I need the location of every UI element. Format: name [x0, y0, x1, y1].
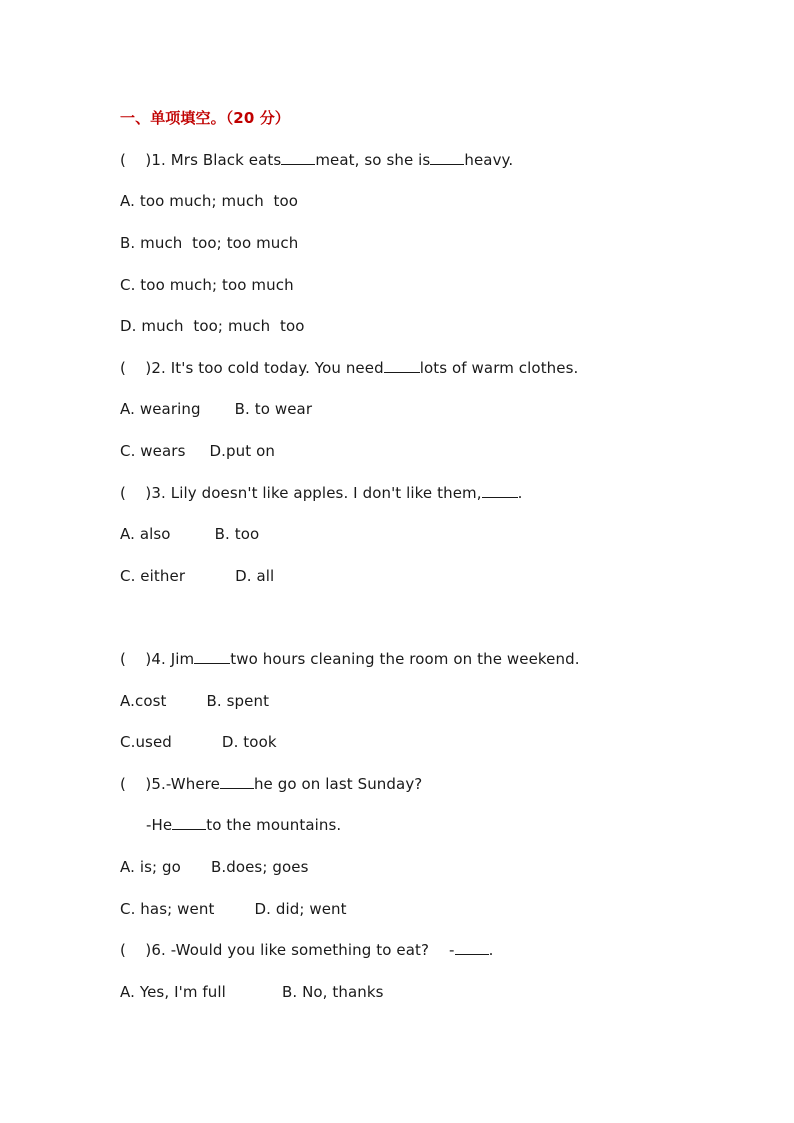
option-c: C. has; went	[120, 900, 215, 918]
option-c: C.used	[120, 733, 172, 751]
option-d: D. much too; much too	[120, 317, 305, 335]
question-1-text: ( )1. Mrs Black eats	[120, 151, 282, 169]
option-d: D. did; went	[254, 900, 347, 918]
option-c: C. too much; too much	[120, 276, 294, 294]
option-a: A.cost	[120, 692, 167, 710]
option-b: B. spent	[206, 692, 270, 710]
option-d: D. all	[235, 567, 275, 585]
options-row	[120, 691, 269, 711]
answer-blank	[172, 815, 206, 830]
option-a: A. wearing	[120, 400, 201, 418]
question-6-text: ( )6. -Would you like something to eat?	[120, 941, 430, 959]
option-c: C. either	[120, 567, 186, 585]
options-row	[120, 524, 259, 544]
question-1-text: heavy.	[464, 151, 514, 169]
option-a: A. too much; much too	[120, 192, 299, 210]
option-d: D.put on	[209, 442, 275, 460]
question-5-response	[146, 815, 341, 835]
answer-blank	[194, 649, 230, 664]
question-5-stem	[120, 774, 422, 794]
question-1-text: meat, so she is	[315, 151, 431, 169]
options-row	[120, 441, 275, 461]
option-b: B.does; goes	[210, 858, 309, 876]
answer-blank	[220, 774, 254, 789]
question-6-stem	[120, 940, 493, 960]
question-2-text: ( )2. It's too cold today. You need	[120, 359, 384, 377]
answer-blank	[482, 483, 518, 498]
option-a: A. is; go	[120, 858, 181, 876]
question-5-text: -He	[146, 816, 173, 834]
option-a: A. Yes, I'm full	[120, 983, 226, 1001]
option-b: B. too	[214, 525, 260, 543]
option-c: C. wears	[120, 442, 186, 460]
question-4-text: two hours cleaning the room on the weekend.	[230, 650, 580, 668]
question-6-text: -	[449, 941, 455, 959]
question-5-text: ( )5.-Where	[120, 775, 220, 793]
question-3-text: ( )3. Lily doesn't like apples. I don't like them,	[120, 484, 482, 502]
options-row	[120, 857, 309, 877]
question-2-text: lots of warm clothes.	[419, 359, 579, 377]
question-3-stem	[120, 483, 523, 503]
options-row	[120, 982, 384, 1002]
question-1-stem	[120, 150, 513, 170]
question-6-text: .	[488, 941, 494, 959]
option-a: A. also	[120, 525, 171, 543]
section-heading: 一、单项填空。（20 分）	[120, 109, 290, 127]
answer-blank	[430, 150, 464, 165]
question-5-text: to the mountains.	[206, 816, 342, 834]
option-b: B. much too; too much	[120, 234, 299, 252]
answer-blank	[281, 150, 315, 165]
question-4-stem	[120, 649, 580, 669]
option-d: D. took	[221, 733, 277, 751]
question-3-text: .	[517, 484, 523, 502]
options-row	[120, 566, 274, 586]
option-b: B. to wear	[234, 400, 313, 418]
answer-blank	[455, 940, 489, 955]
options-row	[120, 732, 277, 752]
question-5-text: he go on last Sunday?	[253, 775, 423, 793]
options-row	[120, 899, 347, 919]
options-row	[120, 399, 312, 419]
answer-blank	[384, 358, 420, 373]
option-b: B. No, thanks	[281, 983, 384, 1001]
question-2-stem	[120, 358, 578, 378]
question-4-text: ( )4. Jim	[120, 650, 195, 668]
